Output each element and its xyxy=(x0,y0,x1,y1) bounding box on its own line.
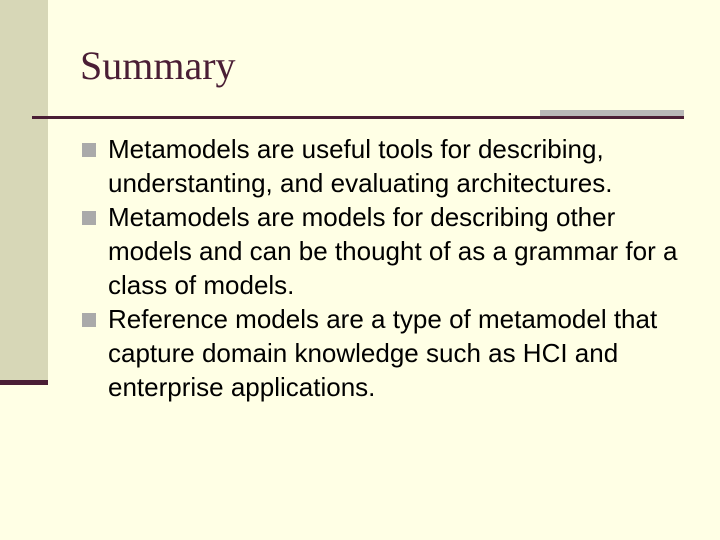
bullet-item xyxy=(82,302,682,404)
bullet-text: Metamodels are models for describing other models and can be thought of as a grammar for a class of models. xyxy=(108,202,678,300)
left-bar-cap xyxy=(0,380,48,385)
title-rule xyxy=(32,116,684,119)
bullet-list xyxy=(82,132,682,404)
bullet-item xyxy=(82,132,682,200)
square-bullet-icon xyxy=(82,211,96,225)
square-bullet-icon xyxy=(82,313,96,327)
left-decorative-bar xyxy=(0,0,48,382)
bullet-text: Reference models are a type of metamodel that capture domain knowledge such as HCI and enterprise applications. xyxy=(108,304,658,402)
square-bullet-icon xyxy=(82,143,96,157)
bullet-item xyxy=(82,200,682,302)
slide-title: Summary xyxy=(80,43,236,88)
bullet-text: Metamodels are useful tools for describing, understanting, and evaluating architectures. xyxy=(108,134,613,198)
